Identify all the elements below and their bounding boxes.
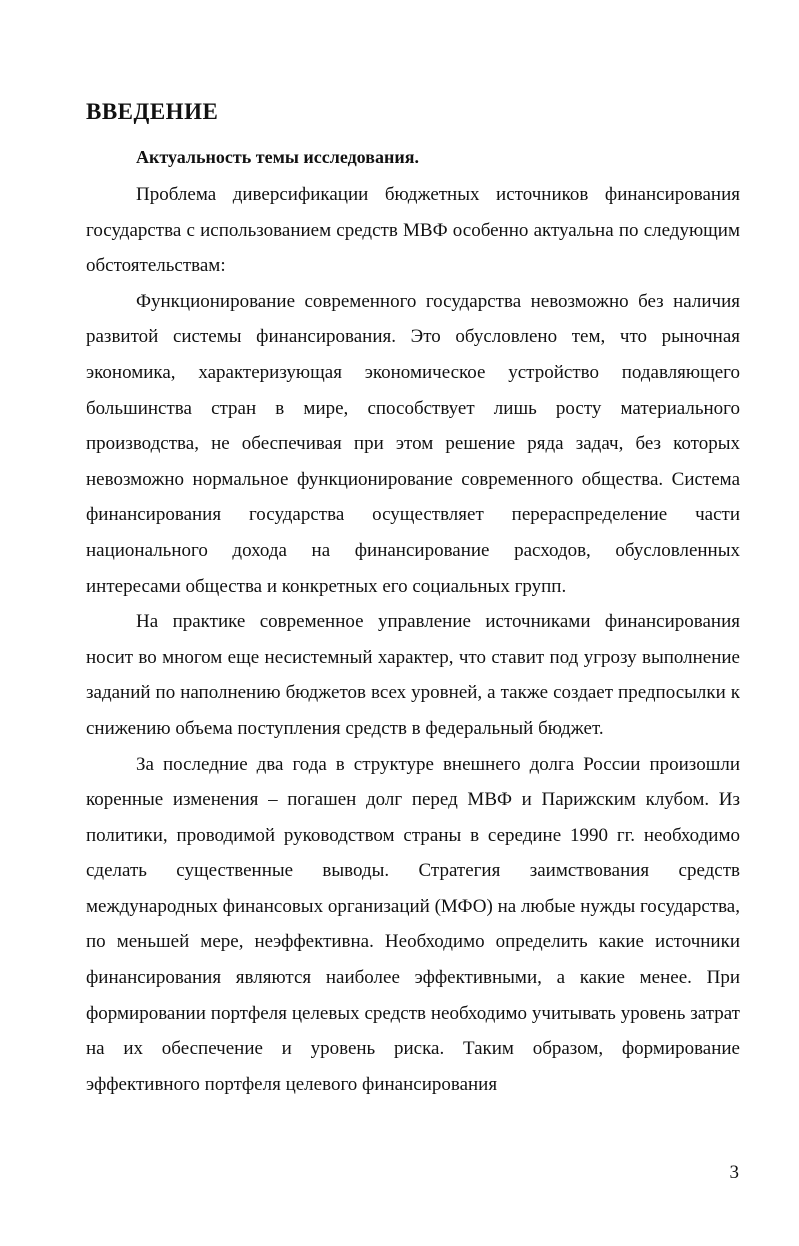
paragraph-1: Проблема диверсификации бюджетных источников финансирования государства с использованием средств МВФ особенно актуальна по следующим обстоятельствам: xyxy=(86,184,740,277)
section-subtitle: Актуальность темы исследования. xyxy=(136,147,419,167)
paragraph-4: За последние два года в структуре внешнего долга России произошли коренные изменения – погашен долг перед МВФ и Парижским клубом. Из политики, проводимой руководством страны в середине 1990 гг. необходимо сделать существенные выводы. Стратегия заимствования средств международных финансовых организаций (МФО) на любые нужды государства, по меньшей мере, неэффективна. Необходимо определить какие источники финансирования являются наиболее эффективными, а какие менее. При формировании портфеля целевых средств необходимо учитывать уровень затрат на их обеспечение и уровень риска. Таким образом, формирование эффективного портфеля целевого финансирования xyxy=(86,753,740,1095)
page-number: 3 xyxy=(729,1162,739,1183)
paragraph-2: Функционирование современного государства невозможно без наличия развитой системы финансирования. Это обусловлено тем, что рыночная экономика, характеризующая экономическое устройство подавляющего большинства стран в мире, способствует лишь росту материального производства, не обеспечивая при этом решение ряда задач, без которых невозможно нормальное функционирование современного общества. Система финансирования государства осуществляет перераспределение части национального дохода на финансирование расходов, обусловленных интересами общества и конкретных его социальных групп. xyxy=(86,290,740,597)
paragraph-3: На практике современное управление источниками финансирования носит во многом еще несистемный характер, что ставит под угрозу выполнение заданий по наполнению бюджетов всех уровней, а также создает предпосылки к снижению объема поступления средств в федеральный бюджет. xyxy=(86,611,740,739)
page-title: ВВЕДЕНИЕ xyxy=(86,99,219,124)
body-text xyxy=(86,177,740,1102)
